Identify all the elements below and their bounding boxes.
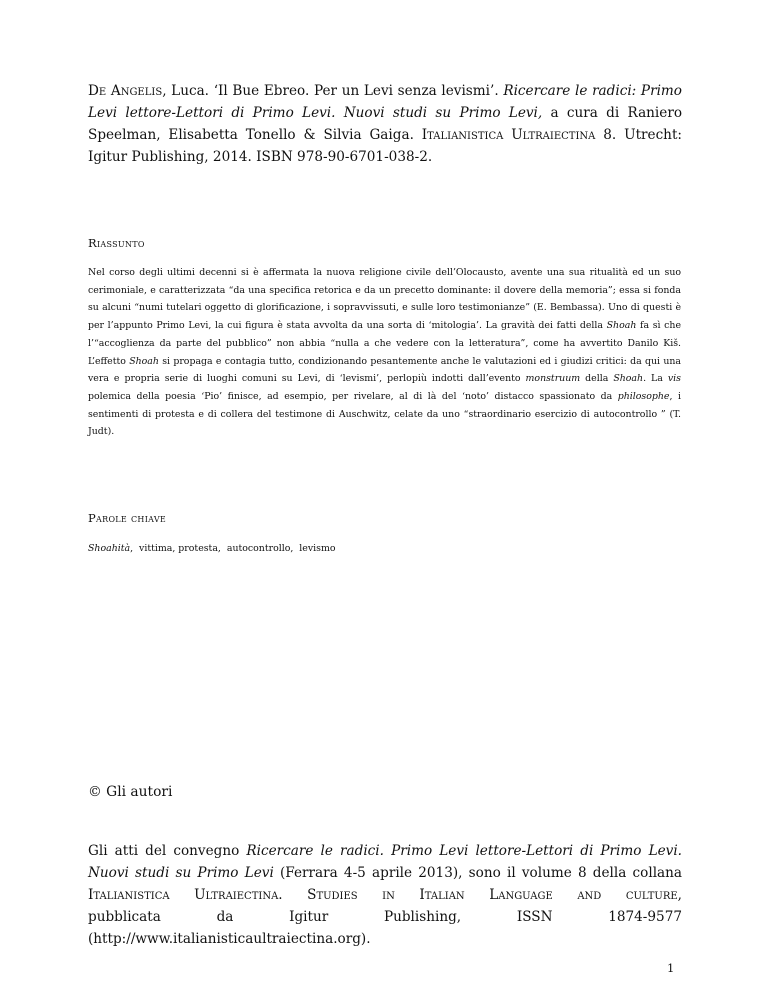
colophon-text: (Ferrara 4-5 aprile 2013), sono il volume 8 della collana <box>273 865 682 881</box>
colophon-book-title: Ricercare le radici. Primo Levi lettore-Lettori di Primo Levi. Nuovi studi su Primo Levi <box>88 843 683 881</box>
abstract-segment: polemica della poesia ‘Pio’ finisce, ad esempio, per rivelare, al di là del ‘noto’ distacco spassionato da <box>88 390 618 402</box>
citation <box>88 80 682 168</box>
colophon-text: Gli atti del convegno <box>88 843 247 859</box>
colophon-word: pubblicata <box>88 909 161 925</box>
editors: a cura di Raniero Speelman, Elisabetta Tonello & Silvia Gaiga. <box>88 105 682 143</box>
abstract-segment: , i sentimenti di protesta e di collera del testimone di Auschwitz, celate da uno “straordinario esercizio di autocontrollo ” (T. Judt). <box>88 390 681 438</box>
parole-chiave-heading: Parole chiave <box>88 511 167 525</box>
colophon-series: Italianistica Ultraiectina. Studies in Italian Language and culture, <box>88 887 682 903</box>
abstract-italic: vis <box>667 373 681 385</box>
abstract-segment: . La <box>643 373 668 385</box>
author-initial: D <box>88 83 99 99</box>
abstract-italic: Shoah <box>606 320 637 332</box>
abstract-segment: della <box>580 373 614 385</box>
page-number: 1 <box>667 961 675 975</box>
article-title: ‘Il Bue Ebreo. Per un Levi senza levismi’. <box>213 83 504 99</box>
abstract-text <box>88 264 681 441</box>
abstract-segment: fa sì che l’“accoglienza da parte del pubblico” non abbia “nulla a che vedere con la letteratura”, come ha avvertito Danilo Kiš. L’effetto <box>88 320 681 367</box>
keywords <box>88 540 335 557</box>
abstract-italic: philosophe <box>617 390 670 402</box>
riassunto-heading: Riassunto <box>88 236 145 250</box>
colophon-word: ISSN <box>516 909 553 925</box>
colophon-publisher-line <box>88 906 682 928</box>
series-name: Italianistica Ultraiectina <box>421 127 596 143</box>
abstract-italic: Shoah <box>613 373 644 385</box>
copyright-notice: © Gli autori <box>88 784 173 800</box>
colophon <box>88 840 682 950</box>
publication-details: 8. Utrecht: Igitur Publishing, 2014. ISBN 978-90-6701-038-2. <box>88 127 682 165</box>
book-title: Ricercare le radici: Primo Levi lettore-Lettori di Primo Levi. Nuovi studi su Primo Levi, <box>88 83 682 121</box>
keyword-list: , vittima, protesta, autocontrollo, levismo <box>130 543 336 554</box>
colophon-url: (http://www.italianisticaultraiectina.org). <box>88 931 371 947</box>
keyword-italic: Shoahità <box>88 543 131 554</box>
abstract-segment: Nel corso degli ultimi decenni si è affermata la nuova religione civile dell’Olocausto, avente una sua ritualità ed un suo cerimoniale, e caratterizzata “da una specifica retorica e da un precetto dominante: il dovere della memoria”; essa si fonda su alcuni “numi tutelari oggetto di glorificazione, i sopravvissuti, e sulle loro testimonianze” (E. Bembassa). Uno di questi è per l’appunto Primo Levi, la cui figura è stata avvolta da una sorta di ‘mitologia’. La gravità dei fatti della <box>88 267 681 332</box>
abstract-italic: Shoah <box>129 355 159 367</box>
author-surname: e Angelis <box>98 83 163 99</box>
abstract-italic: monstruum <box>525 373 581 385</box>
colophon-word: Publishing, <box>383 909 462 925</box>
colophon-paragraph <box>88 840 682 906</box>
abstract-segment: si propaga e contagia tutto, condizionando pesantemente anche le valutazioni ed i giudizi critici: da qui una vera e propria serie di luoghi comuni su Levi, di ‘levismi’, perlopiù indotti dall’evento <box>88 355 681 385</box>
colophon-word: da <box>216 909 234 925</box>
colophon-word: Igitur <box>289 909 329 925</box>
colophon-issn: 1874-9577 <box>608 909 682 925</box>
author-given-name: , Luca. <box>162 83 214 99</box>
